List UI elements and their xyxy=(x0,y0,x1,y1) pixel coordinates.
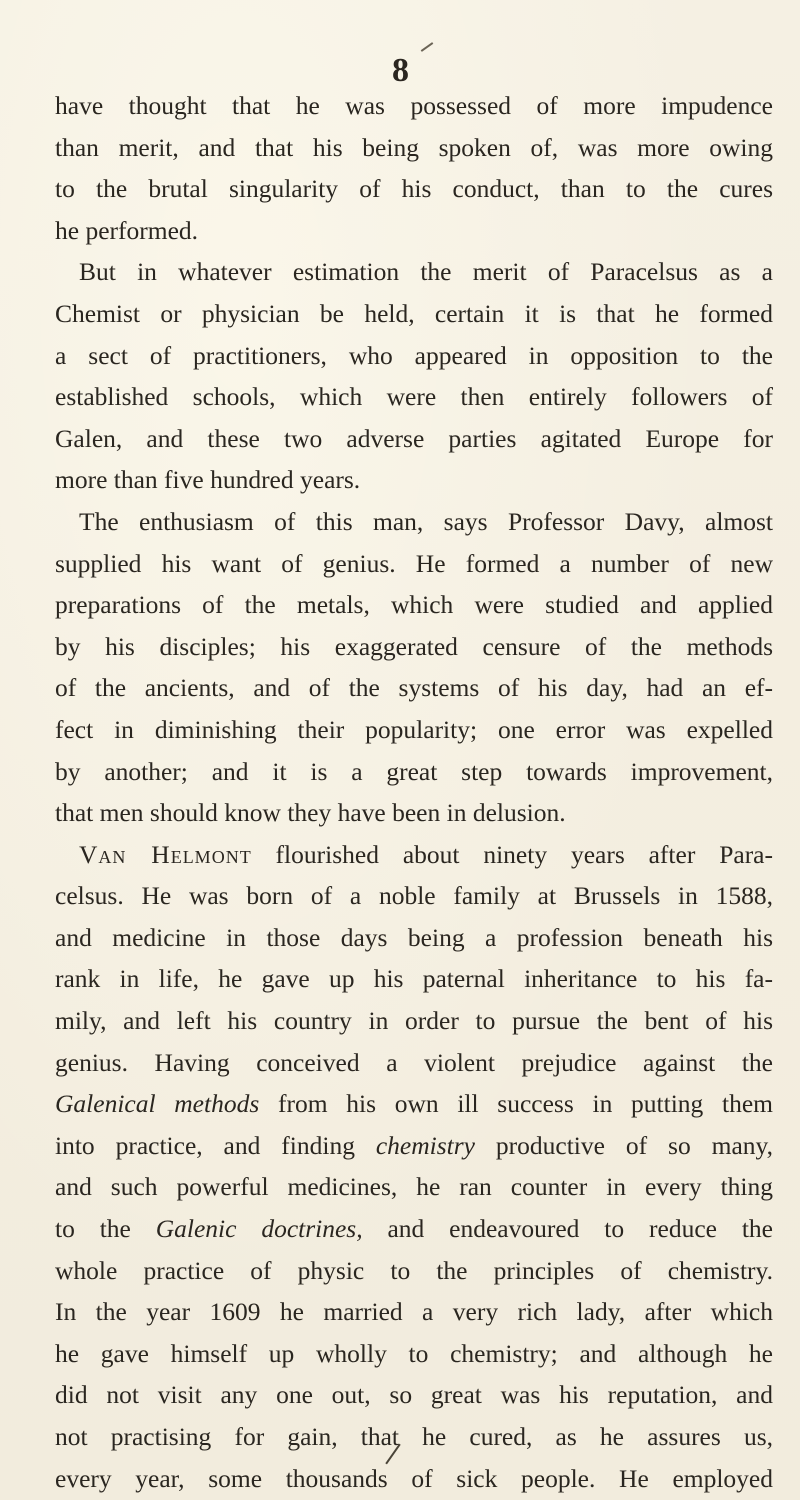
text-line: established schools, which were then entirely followers of xyxy=(55,382,773,412)
text-line: and medicine in those days being a profession beneath his xyxy=(55,922,773,952)
text-line: did not visit any one out, so great was his reputation, and xyxy=(55,1380,773,1410)
text-line: rank in life, he gave up his paternal inheritance to his fa- xyxy=(55,964,773,994)
ink-mark xyxy=(421,42,434,52)
text-fragment: flourished about ninety years after Para- xyxy=(251,839,773,869)
text-line: genius. Having conceived a violent prejudice against the xyxy=(55,1047,773,1077)
body-text xyxy=(55,85,773,1499)
paragraph-start: But in whatever estimation the merit of Paracelsus as a xyxy=(79,257,773,287)
text-fragment: to the xyxy=(55,1214,156,1244)
text-line: he performed. xyxy=(55,215,199,245)
text-line: mily, and left his country in order to pursue the bent of his xyxy=(55,1006,773,1036)
text-line: that men should know they have been in delusion. xyxy=(55,798,566,828)
text-line: fect in diminishing their popularity; one error was expelled xyxy=(55,714,773,744)
italic-phrase: Galenical methods xyxy=(55,1089,260,1119)
page-number: 8 xyxy=(392,52,409,89)
text-fragment: and endeavoured to reduce the xyxy=(362,1214,773,1244)
text-line: have thought that he was possessed of more impudence xyxy=(55,91,773,120)
paragraph-start xyxy=(55,834,773,876)
text-line: than merit, and that his being spoken of, was more owing xyxy=(55,132,773,162)
text-line: of the ancients, and of the systems of his day, had an ef- xyxy=(55,673,773,703)
text-line: he gave himself up wholly to chemistry; and although he xyxy=(55,1338,773,1368)
text-line: and such powerful medicines, he ran counter in every thing xyxy=(55,1172,773,1202)
text-line: preparations of the metals, which were studied and applied xyxy=(55,590,773,620)
text-line: more than five hundred years. xyxy=(55,465,361,495)
text-line: every year, some thousands of sick people. He employed xyxy=(55,1463,773,1493)
text-line: to the brutal singularity of his conduct, than to the cures xyxy=(55,174,773,204)
text-line xyxy=(55,1208,773,1250)
text-line xyxy=(55,1125,773,1167)
text-line: supplied his want of genius. He formed a number of new xyxy=(55,548,773,578)
italic-phrase: Galenic doctrines, xyxy=(155,1214,363,1244)
text-fragment: from his own ill success in putting them xyxy=(259,1089,773,1119)
text-line: by his disciples; his exaggerated censure of the methods xyxy=(55,631,773,661)
text-line: a sect of practitioners, who appeared in opposition to the xyxy=(55,340,773,370)
italic-phrase: chemistry xyxy=(375,1130,475,1160)
text-line: not practising for gain, that he cured, as he assures us, xyxy=(55,1422,773,1451)
text-line: In the year 1609 he married a very rich lady, after which xyxy=(55,1297,773,1327)
paragraph-start: The enthusiasm of this man, says Professor Davy, almost xyxy=(79,506,773,536)
text-line xyxy=(55,1083,773,1125)
text-line: whole practice of physic to the principles of chemistry. xyxy=(55,1255,773,1285)
name-smallcaps: Van Helmont xyxy=(79,839,252,869)
text-line: by another; and it is a great step towards improvement, xyxy=(55,756,773,786)
text-line: celsus. He was born of a noble family at Brussels in 1588, xyxy=(55,881,773,911)
text-line: Galen, and these two adverse parties agitated Europe for xyxy=(55,423,773,453)
text-line: Chemist or physician be held, certain it is that he formed xyxy=(55,298,773,328)
text-fragment: into practice, and finding xyxy=(55,1130,376,1160)
text-fragment: productive of so many, xyxy=(475,1130,773,1160)
